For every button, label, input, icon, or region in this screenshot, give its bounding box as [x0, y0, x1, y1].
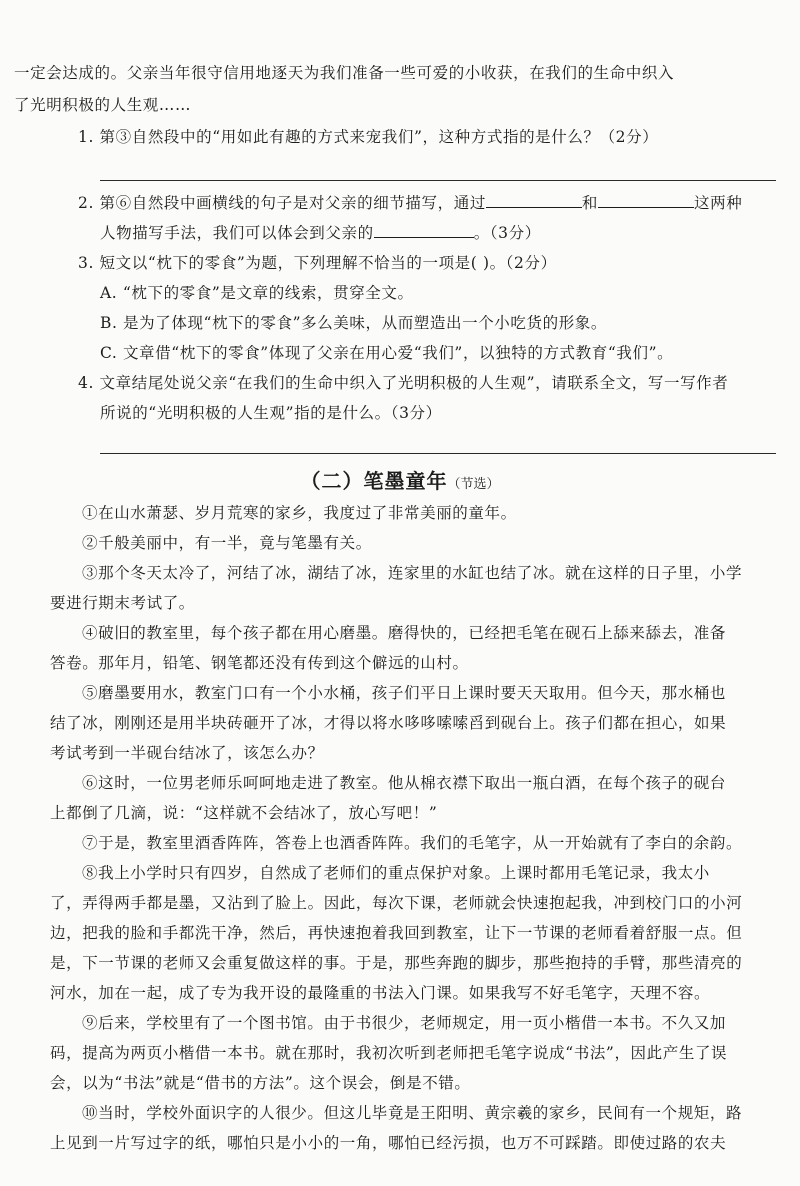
passage-line: ⑥这时，一位男老师乐呵呵地走进了教室。他从棉衣襟下取出一瓶白酒，在每个孩子的砚台 — [82, 774, 727, 792]
answer-blank[interactable] — [486, 193, 582, 208]
answer-line[interactable] — [100, 453, 776, 454]
answer-blank[interactable] — [374, 223, 474, 238]
section-title-note: （节选） — [447, 477, 500, 492]
passage-line: ⑧我上小学时只有四岁，自然成了老师们的重点保护对象。上课时都用毛笔记录，我太小 — [82, 864, 710, 882]
passage-line: 答卷。那年月，铅笔、钢笔都还没有传到这个僻远的山村。 — [50, 654, 469, 672]
question-2 — [78, 192, 742, 214]
question-2-text: 。（3分） — [473, 224, 541, 242]
intro-line: 一定会达成的。父亲当年很守信用地逐天为我们准备一些可爱的小收获，在我们的生命中织入 — [14, 64, 675, 82]
section-title — [0, 465, 800, 494]
question-2-text: 人物描写手法，我们可以体会到父亲的 — [100, 224, 374, 242]
passage-line: 码，提高为两页小楷借一本书。就在那时，我初次听到老师把毛笔字说成“书法”，因此产生了误 — [50, 1044, 728, 1062]
passage-line: 河水，加在一起，成了专为我开设的最隆重的书法入门课。如果我写不好毛笔字，天理不容。 — [50, 984, 711, 1002]
passage-line: ⑤磨墨要用水，教室门口有一个小水桶，孩子们平日上课时要天天取用。但今天，那水桶也 — [82, 684, 727, 702]
answer-line[interactable] — [100, 180, 776, 181]
passage-line: 考试考到一半砚台结冰了，该怎么办？ — [50, 744, 324, 762]
question-2-text: 2. 第⑥自然段中画横线的句子是对父亲的细节描写，通过 — [78, 194, 486, 212]
passage-line: ⑩当时，学校外面识字的人很少。但这儿毕竟是王阳明、黄宗羲的家乡，民间有一个规矩，路 — [82, 1104, 743, 1122]
intro-line: 了光明积极的人生观…… — [14, 96, 192, 114]
passage-line: ③那个冬天太冷了，河结了冰，湖结了冰，连家里的水缸也结了冰。就在这样的日子里，小学 — [82, 564, 743, 582]
question-3: 3. 短文以“枕下的零食”为题，下列理解不恰当的一项是( )。（2分） — [78, 254, 557, 272]
passage-line: 要进行期末考试了。 — [50, 594, 195, 612]
question-2-cont — [100, 222, 541, 244]
passage-line: ②千般美丽中，有一半，竟与笔墨有关。 — [82, 534, 372, 552]
option-a[interactable]: A. “枕下的零食”是文章的线索，贯穿全文。 — [100, 284, 414, 302]
question-4: 4. 文章结尾处说父亲“在我们的生命中织入了光明积极的人生观”，请联系全文，写一写作者 — [78, 374, 729, 392]
question-1: 1. 第③自然段中的“用如此有趣的方式来宠我们”，这种方式指的是什么？（2分） — [78, 128, 659, 146]
passage-line: 结了冰，刚刚还是用半块砖砸开了冰，才得以将水哆哆嗦嗦舀到砚台上。孩子们都在担心，如果 — [50, 714, 727, 732]
passage-line: ④破旧的教室里，每个孩子都在用心磨墨。磨得快的，已经把毛笔在砚石上舔来舔去，准备 — [82, 624, 727, 642]
passage-line: 了，弄得两手都是墨，又沾到了脸上。因此，每次下课，老师就会快速抱起我，冲到校门口的小河 — [50, 894, 743, 912]
option-b[interactable]: B. 是为了体现“枕下的零食”多么美味，从而塑造出一个小吃货的形象。 — [100, 314, 607, 332]
passage-line: ⑨后来，学校里有了一个图书馆。由于书很少，老师规定，用一页小楷借一本书。不久又加 — [82, 1014, 727, 1032]
passage-line: ⑦于是，教室里酒香阵阵，答卷上也酒香阵阵。我们的毛笔字，从一开始就有了李白的余韵。 — [82, 834, 743, 852]
passage-line: ①在山水萧瑟、岁月荒寒的家乡，我度过了非常美丽的童年。 — [82, 504, 517, 522]
passage-line: 是，下一节课的老师又会重复做这样的事。于是，那些奔跑的脚步，那些抱持的手臂，那些清亮的 — [50, 954, 743, 972]
section-title-text: （二）笔墨童年 — [300, 469, 448, 493]
passage-line: 上见到一片写过字的纸，哪怕只是小小的一角，哪怕已经污损，也万不可踩踏。即使过路的农夫 — [50, 1134, 727, 1152]
passage-line: 边，把我的脸和手都洗干净，然后，再快速抱着我回到教室，让下一节课的老师看着舒服一点。但 — [50, 924, 743, 942]
answer-blank[interactable] — [598, 193, 694, 208]
question-4-cont: 所说的“光明积极的人生观”指的是什么。（3分） — [100, 404, 442, 422]
passage-line: 会，以为“书法”就是“借书的方法”。这个误会，倒是不错。 — [50, 1074, 471, 1092]
question-2-text: 这两种 — [694, 194, 743, 212]
question-2-text: 和 — [581, 194, 599, 212]
option-c[interactable]: C. 文章借“枕下的零食”体现了父亲在用心爱“我们”，以独特的方式教育“我们”。 — [100, 344, 674, 362]
passage-line: 上都倒了几滴，说：“这样就不会结冰了，放心写吧！” — [50, 804, 438, 822]
